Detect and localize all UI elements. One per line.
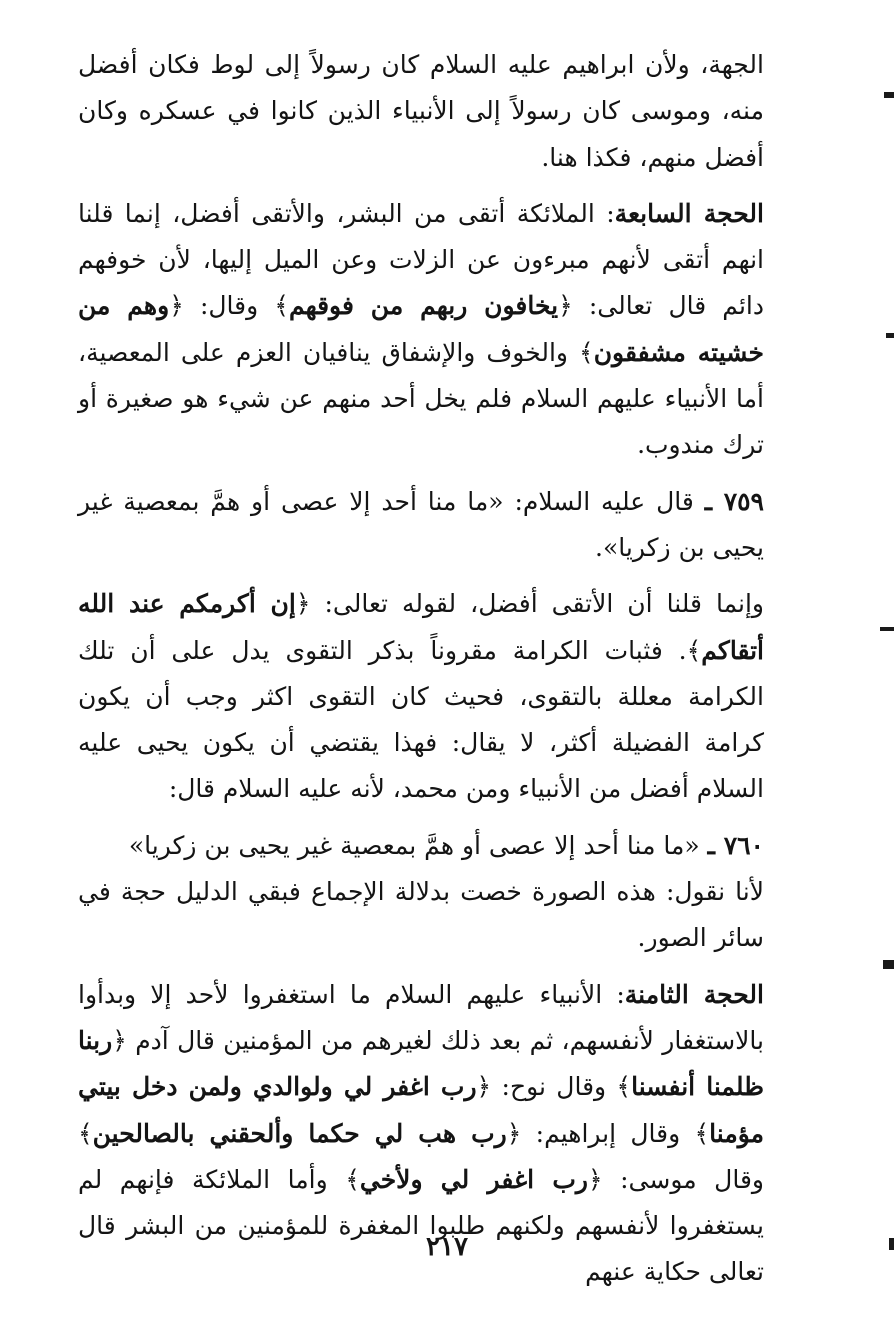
quran-quote: رب هب لي حكما وألحقني بالصالحين (92, 1118, 507, 1148)
text-run: ﴾. فثبات الكرامة مقروناً بذكر التقوى يدل على أن تلك الكرامة معللة بالتقوى، فحيث كان التقوى اكثر وجب أن يكون كرامة الفضيلة أكثر، لا يقال: فهذا يقتضي أن يكون يحيى عليه السلام أفضل من الأنبياء ومن محمد، لأنه عليه السلام قال: (78, 635, 764, 804)
paragraph (78, 581, 764, 812)
paragraph (78, 42, 764, 181)
margin-tick-mark (880, 627, 894, 631)
text-run: ﴾ وقال إبراهيم: ﴿ (506, 1118, 710, 1148)
margin-tick-mark (884, 92, 894, 98)
page-number: ٢١٧ (426, 1232, 468, 1262)
text-run: ﴾ وقال موسى: ﴿ (78, 1118, 764, 1194)
quran-quote: رب اغفر لي ولأخي (359, 1164, 588, 1194)
quran-quote: إن أكرمكم عند الله أتقاكم (78, 589, 764, 665)
quran-quote: ربنا ظلمنا أنفسنا (78, 1025, 764, 1102)
section-heading: الحجة السابعة (614, 198, 764, 228)
margin-tick-mark (883, 960, 894, 969)
quran-quote: يخافون ربهم من فوقهم (288, 291, 559, 321)
text-run: ﴾ وقال: ﴿ (169, 291, 289, 321)
quran-quote: رب اغفر لي ولوالدي ولمن دخل بيتي مؤمنا (78, 1072, 765, 1148)
paragraph (78, 823, 764, 869)
text-run: ﴾ وأما الملائكة فإنهم لم يستغفروا لأنفسهم ولكنهم طلبوا المغفرة للمؤمنين من البشر قال تعالى حكاية عنهم (78, 1164, 764, 1287)
text-run: قال عليه السلام: «ما منا أحد إلا عصى أو همَّ بمعصية غير يحيى بن زكريا». (78, 486, 764, 562)
text-run: ﴾ وقال نوح: ﴿ (476, 1072, 632, 1102)
text-run: ﴾ والخوف والإشفاق ينافيان العزم على المعصية، أما الأنبياء عليهم السلام فلم يخل أحد منهم عن شيء هو صغيرة أو ترك مندوب. (78, 337, 764, 460)
hadith-number: ٧٦٠ ـ (707, 830, 764, 860)
section-heading: الحجة الثامنة (624, 979, 764, 1009)
text-run: لأنا نقول: هذه الصورة خصت بدلالة الإجماع فبقي الدليل حجة في سائر الصور. (78, 877, 764, 953)
text-run: «ما منا أحد إلا عصى أو همَّ بمعصية غير يحيى بن زكريا» (128, 830, 708, 860)
margin-tick-mark (886, 333, 894, 338)
paragraph (78, 191, 764, 469)
hadith-number: ٧٥٩ ـ (704, 486, 764, 516)
text-run: : الملائكة أتقى من البشر، والأتقى أفضل، إنما قلنا انهم أتقى لأنهم مبرءون عن الزلات وعن الميل إليها، لأن خوفهم دائم قال تعالى: ﴿ (78, 198, 764, 321)
text-run: الجهة، ولأن ابراهيم عليه السلام كان رسولاً إلى لوط فكان أفضل منه، وموسى كان رسولاً إلى الأنبياء الذين كانوا في عسكره وكان أفضل منهم، فكذا هنا. (78, 50, 764, 172)
text-run: وإنما قلنا أن الأتقى أفضل، لقوله تعالى: ﴿ (295, 589, 764, 619)
text-run: : الأنبياء عليهم السلام ما استغفروا لأحد إلا وبدأوا بالاستغفار لأنفسهم، ثم بعد ذلك لغيرهم من المؤمنين قال آدم ﴿ (78, 979, 764, 1055)
paragraph (78, 869, 764, 962)
quran-quote: وهم من خشيته مشفقون (78, 291, 764, 367)
page-body (78, 42, 764, 1296)
paragraph (78, 479, 764, 572)
